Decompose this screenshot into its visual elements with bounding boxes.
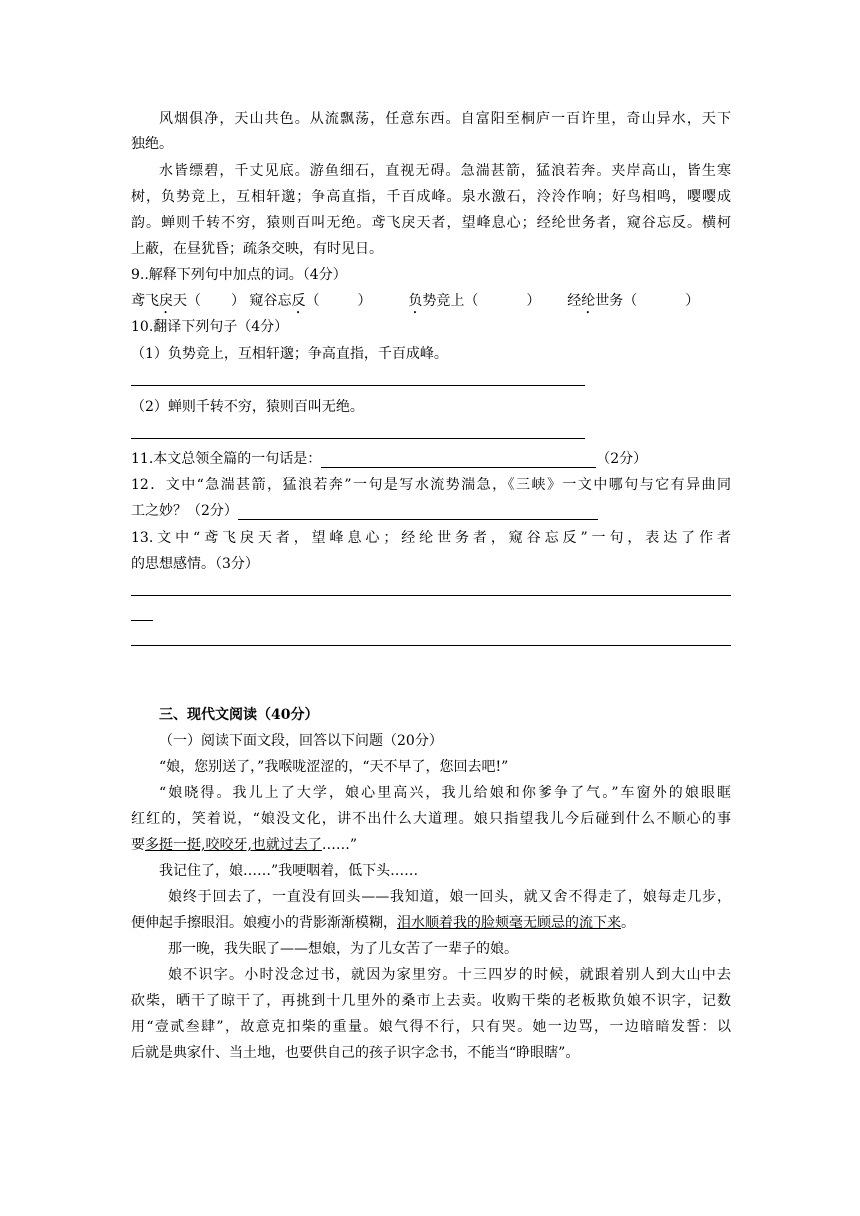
question-10-sentence-1: （1）负势竞上，互相轩邈；争高直指，千百成峰。 xyxy=(131,346,448,362)
answer-line xyxy=(131,438,585,439)
prose-line: 红红的，笑着说，“娘没文化，讲不出什么大道理。娘只指望我儿今后碰到什么不顺心的事 xyxy=(131,811,731,827)
prose-line: 砍柴，晒干了晾干了，再挑到十几里外的桑市上去卖。收购干柴的老板欺负娘不识字，记数 xyxy=(131,993,731,1009)
q9-item: 经纶世务（ ） xyxy=(567,293,700,309)
section-subtitle: （一）阅读下面文段，回答以下问题（20分） xyxy=(159,733,443,749)
section-title: 三、现代文阅读（40分） xyxy=(159,707,319,723)
question-13-line-2: 的思想感情。（3分） xyxy=(131,556,259,572)
q9-item: 负势竞上（ ） xyxy=(408,293,541,309)
question-11: 11.本文总领全篇的一句话是： （2分） xyxy=(131,451,648,467)
question-12-line-2: 工之妙？（2分） xyxy=(131,502,731,520)
answer-line xyxy=(131,385,585,386)
question-9-items xyxy=(131,292,731,317)
answer-line xyxy=(131,595,731,596)
question-13-line: 13.文中“鸢飞戾天者，望峰息心；经纶世务者，窥谷忘反”一句，表达了作者 xyxy=(131,530,731,546)
answer-line xyxy=(131,620,153,621)
prose-line: 我记住了，娘……”我哽咽着，低下头…… xyxy=(159,863,419,879)
passage-line: 水皆缥碧，千丈见底。游鱼细石，直视无碍。急湍甚箭，猛浪若奔。夹岸高山，皆生寒 xyxy=(159,163,731,179)
answer-blank xyxy=(321,452,596,468)
prose-line: 便伸起手擦眼泪。娘瘦小的背影渐渐模糊，泪水顺着我的脸颊毫无顾忌的流下来。 xyxy=(131,915,635,931)
question-10-title: 10.翻译下列句子（4分） xyxy=(131,319,289,335)
answer-blank xyxy=(238,504,598,520)
q9-item: 鸢飞戾天（ ） xyxy=(131,293,245,309)
prose-line: “娘晓得。我儿上了大学，娘心里高兴，我儿给娘和你爹争了气。”车窗外的娘眼眶 xyxy=(159,785,731,801)
question-12-line: 12．文中“急湍甚箭，猛浪若奔”一句是写水流势湍急，《三峡》一文中哪句与它有异曲同 xyxy=(131,477,731,493)
prose-line: 要多挺一挺,咬咬牙,也就过去了……” xyxy=(131,837,358,853)
prose-line: 用“壹贰叁肆”，故意克扣柴的重量。娘气得不行，只有哭。她一边骂，一边暗暗发誓：以 xyxy=(131,1019,731,1035)
passage-line: 韵。蝉则千转不穷，猿则百叫无绝。鸢飞戾天者，望峰息心；经纶世务者，窥谷忘反。横柯 xyxy=(131,215,731,231)
passage-line: 上蔽，在昼犹昏；疏条交映，有时见日。 xyxy=(131,241,383,257)
prose-line: 娘不识字。小时没念过书，就因为家里穷。十三四岁的时候，就跟着别人到大山中去 xyxy=(168,967,731,983)
passage-line: 树，负势竞上，互相轩邈；争高直指，千百成峰。泉水激石，泠泠作响；好鸟相鸣，嘤嘤成 xyxy=(131,189,731,205)
q9-item: 窥谷忘反（ ） xyxy=(249,293,372,309)
prose-line: “娘，您别送了，”我喉咙涩涩的，“天不早了，您回去吧!” xyxy=(159,759,509,775)
prose-line: 娘终于回去了，一直没有回头——我知道，娘一回头，就又舍不得走了，娘每走几步， xyxy=(168,889,731,905)
question-9-title: 9..解释下列句中加点的词。（4分） xyxy=(131,267,347,283)
underlined-phrase: 多挺一挺,咬咬牙,也就过去了 xyxy=(145,837,322,853)
question-10-sentence-2: （2）蝉则千转不穷，猿则百叫无绝。 xyxy=(131,399,364,415)
answer-line xyxy=(131,645,731,646)
passage-line: 独绝。 xyxy=(131,136,173,152)
prose-line: 那一晚，我失眠了——想娘，为了儿女苦了一辈子的娘。 xyxy=(168,941,518,957)
passage-line: 风烟俱净，天山共色。从流飘荡，任意东西。自富阳至桐庐一百许里，奇山异水，天下 xyxy=(159,111,731,127)
prose-line: 后就是典家什、当土地，也要供自己的孩子识字念书，不能当“睁眼瞎”。 xyxy=(131,1045,580,1061)
underlined-phrase: 泪水顺着我的脸颊毫无顾忌的流下来 xyxy=(397,915,621,931)
